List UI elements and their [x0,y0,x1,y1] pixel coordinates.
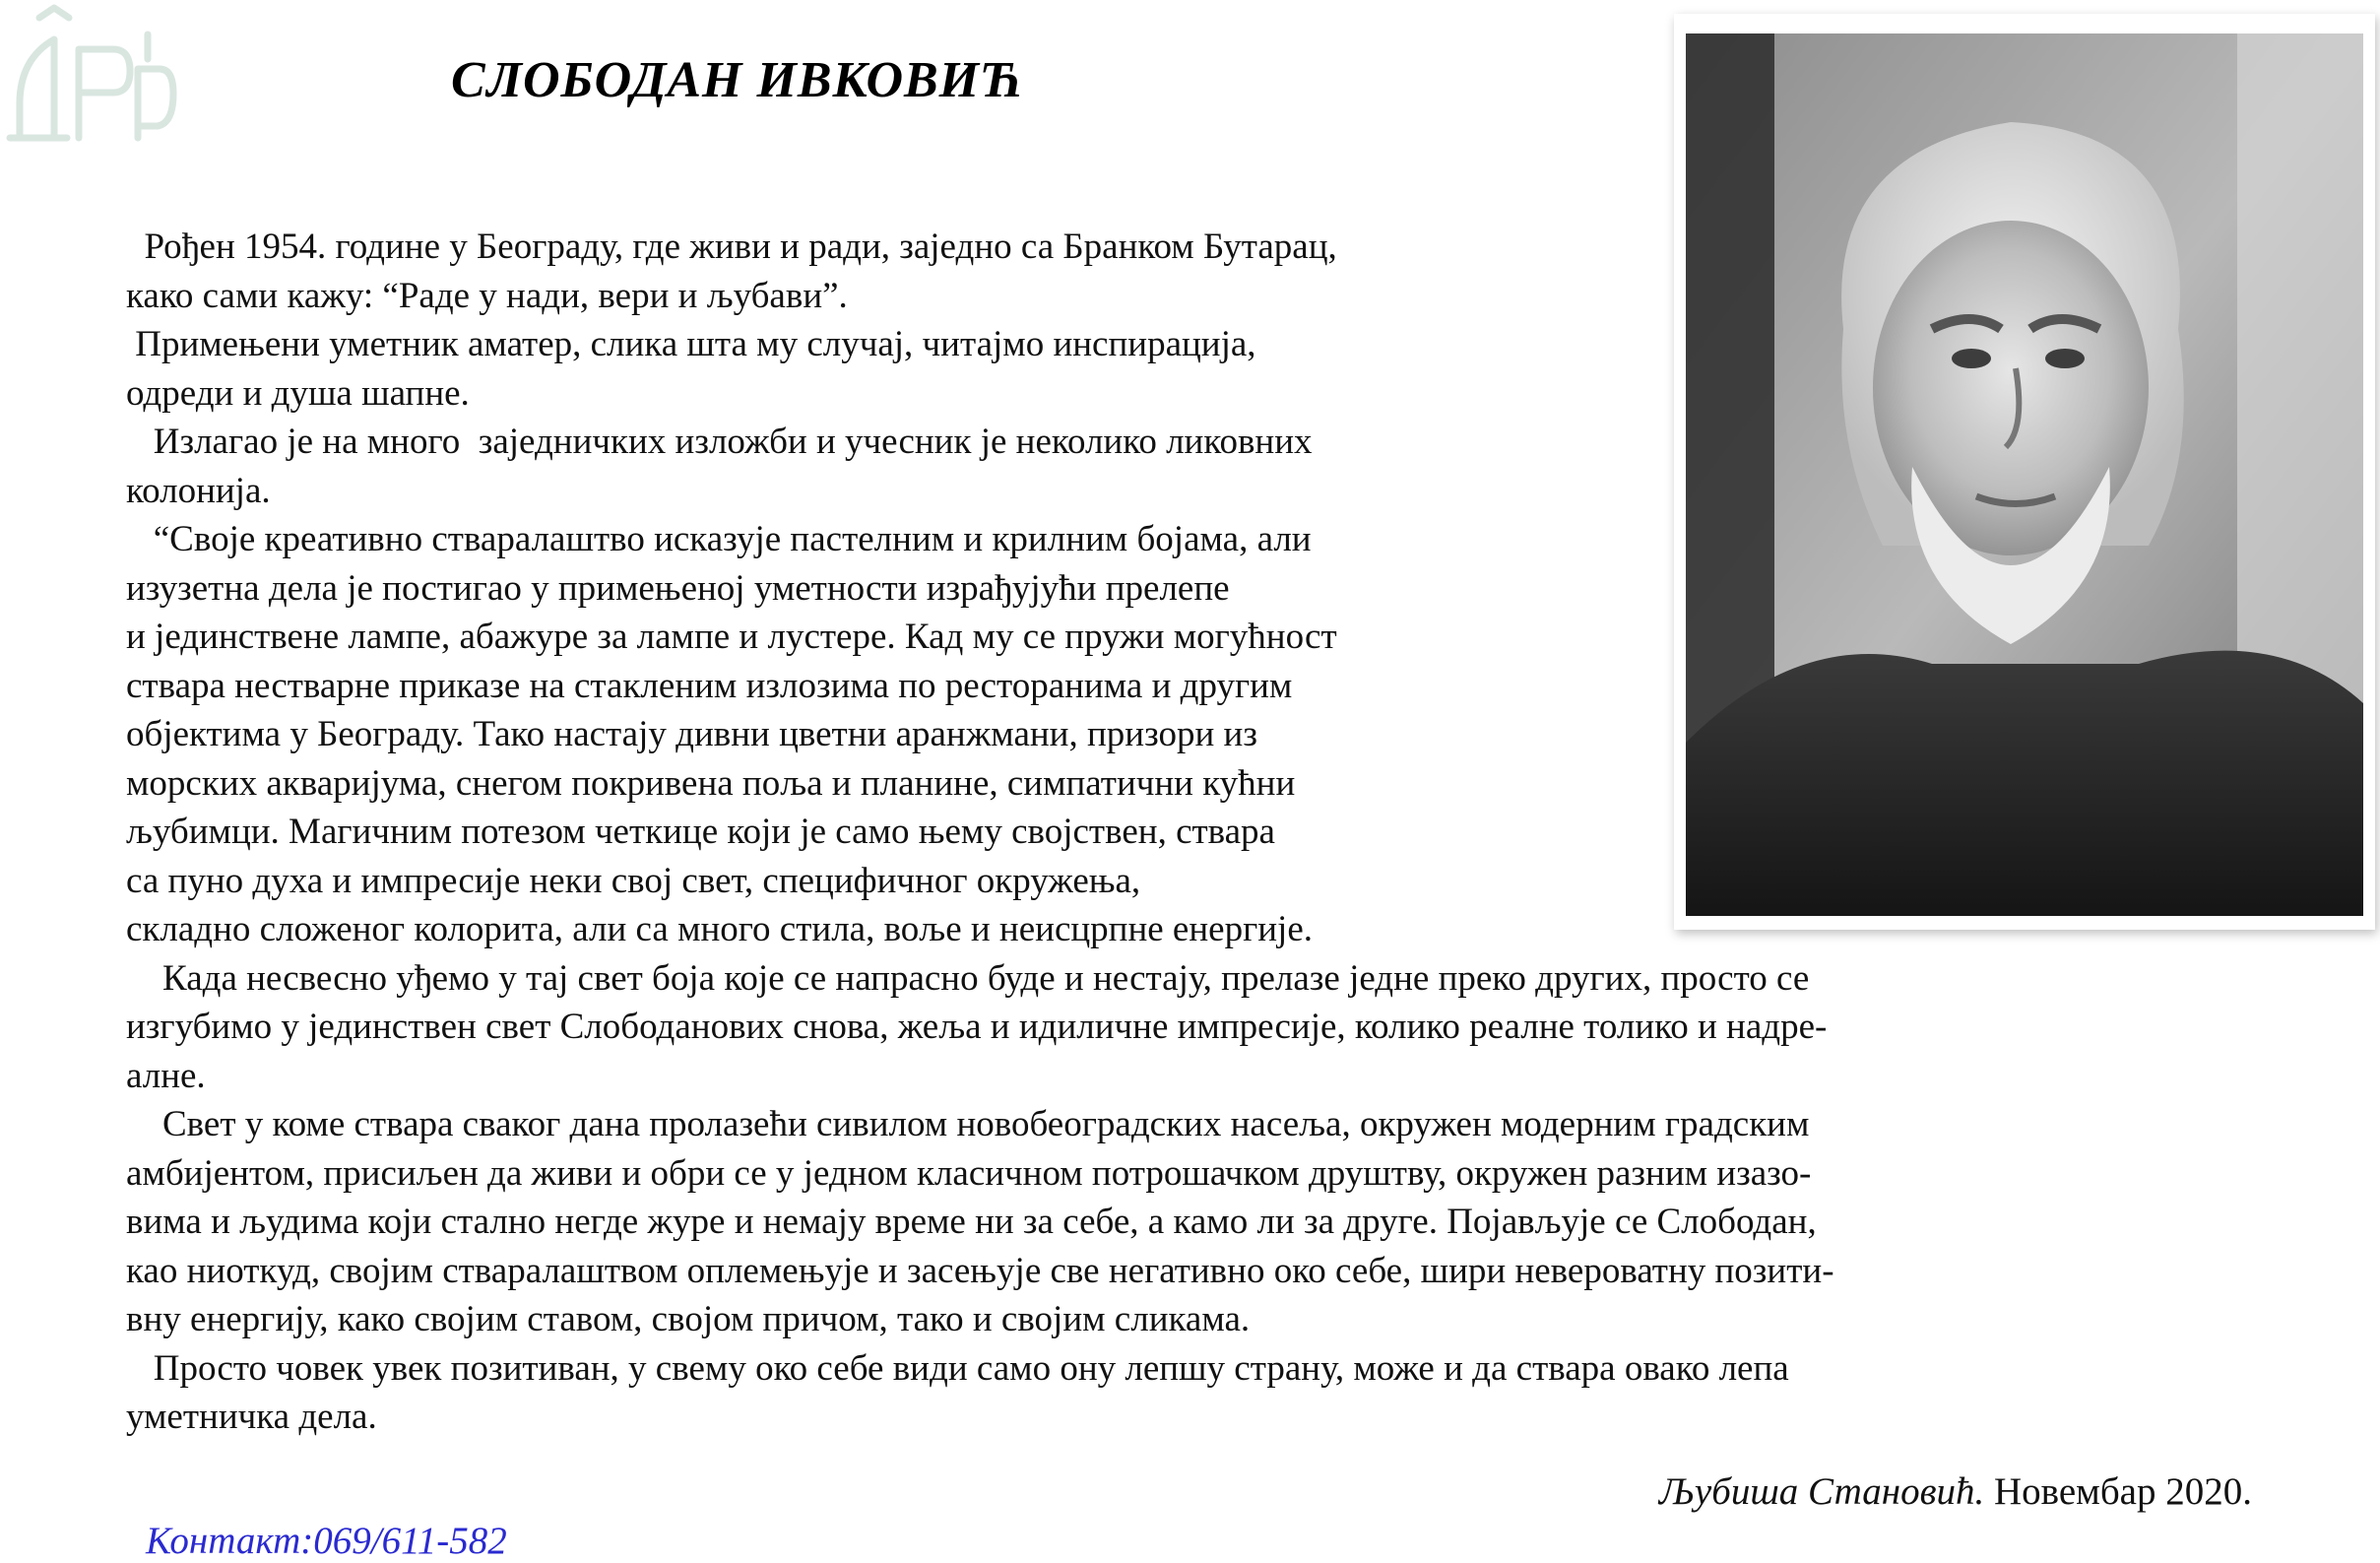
biography-line: Рођен 1954. године у Београду, где живи и ради, заједно са Бранком Бутарац, [126,227,1337,267]
biography-line: алне. [126,1055,206,1096]
biography-line: љубимци. Магичним потезом четкице који је само њему својствен, ствара [126,812,1275,852]
contact-info: Контакт:069/611-582 [146,1520,507,1562]
biography-line: Свет у коме ствара сваког дана пролазећи сивилом новобеоградских насеља, окружен модерним градским [126,1104,1810,1144]
biography-line: морских акваријума, снегом покривена поља и планине, симпатични кућни [126,762,1296,804]
biography-line: вима и људима који стално негде журе и немају време ни за себе, а камо ли за друге. Појављује се Слободан, [126,1202,1817,1242]
biography-line: Просто човек увек позитиван, у свему око себе види само ону лепшу страну, може и да ствара овако лепа [126,1347,1789,1389]
signature-date: Новембар 2020. [1984,1470,2252,1513]
biography-line: “Своје креативно стваралаштво исказује пастелним и крилним бојама, али [126,519,1312,559]
biography-line: колонија. [126,470,271,511]
biography-line: и јединствене лампе, абажуре за лампе и лустере. Кад му се пружи могућност [126,617,1337,657]
biography-line: са пуно духа и импресије неки свој свет, специфичног окружења, [126,860,1141,901]
biography-line: уметничка дела. [126,1397,377,1437]
signature-author: Љубиша Становић. [1658,1470,1985,1513]
biography-text [126,223,1834,1442]
page-title: СЛОБОДАН ИВКОВИЋ [451,52,1023,108]
biography-line: ствара нестварне приказе на стакленим излозима по ресторанима и другим [126,665,1293,706]
biography-line: као ниоткуд, својим стваралаштвом оплемењује и засењује све негативно око себе, шири невероватну позити- [126,1250,1834,1291]
biography-line: Када несвесно уђемо у тај свет боја које се напрасно буде и нестају, прелазе једне преко других, просто се [126,957,1810,999]
biography-line: одреди и душа шапне. [126,372,470,414]
biography-line: Примењени уметник аматер, слика шта му случај, читајмо инспирација, [126,324,1256,364]
cyrillic-monogram-logo-icon [0,0,177,167]
biography-line: како сами кажу: “Раде у нади, вери и љубави”. [126,275,848,316]
biography-line: изгубимо у јединствен свет Слободанових снова, жеља и идиличне импресије, колико реалне толико и надре- [126,1007,1828,1047]
signature [1659,1469,2252,1514]
biography-line: вну енергију, како својим ставом, својом причом, тако и својим сликама. [126,1299,1251,1339]
biography-line: објектима у Београду. Тако настају дивни цветни аранжмани, призори из [126,714,1257,754]
biography-line: изузетна дела је постигао у примењеној уметности израђујући прелепе [126,567,1230,609]
biography-line: складно сложеног колорита, али са много стила, воље и неисцрпне енергије. [126,909,1314,949]
biography-line: амбијентом, присиљен да живи и обри се у једном класичном потрошачком друштву, окружен разним изазо- [126,1152,1812,1194]
biography-line: Излагао је на много заједничких изложби и учесник је неколико ликовних [126,422,1313,462]
